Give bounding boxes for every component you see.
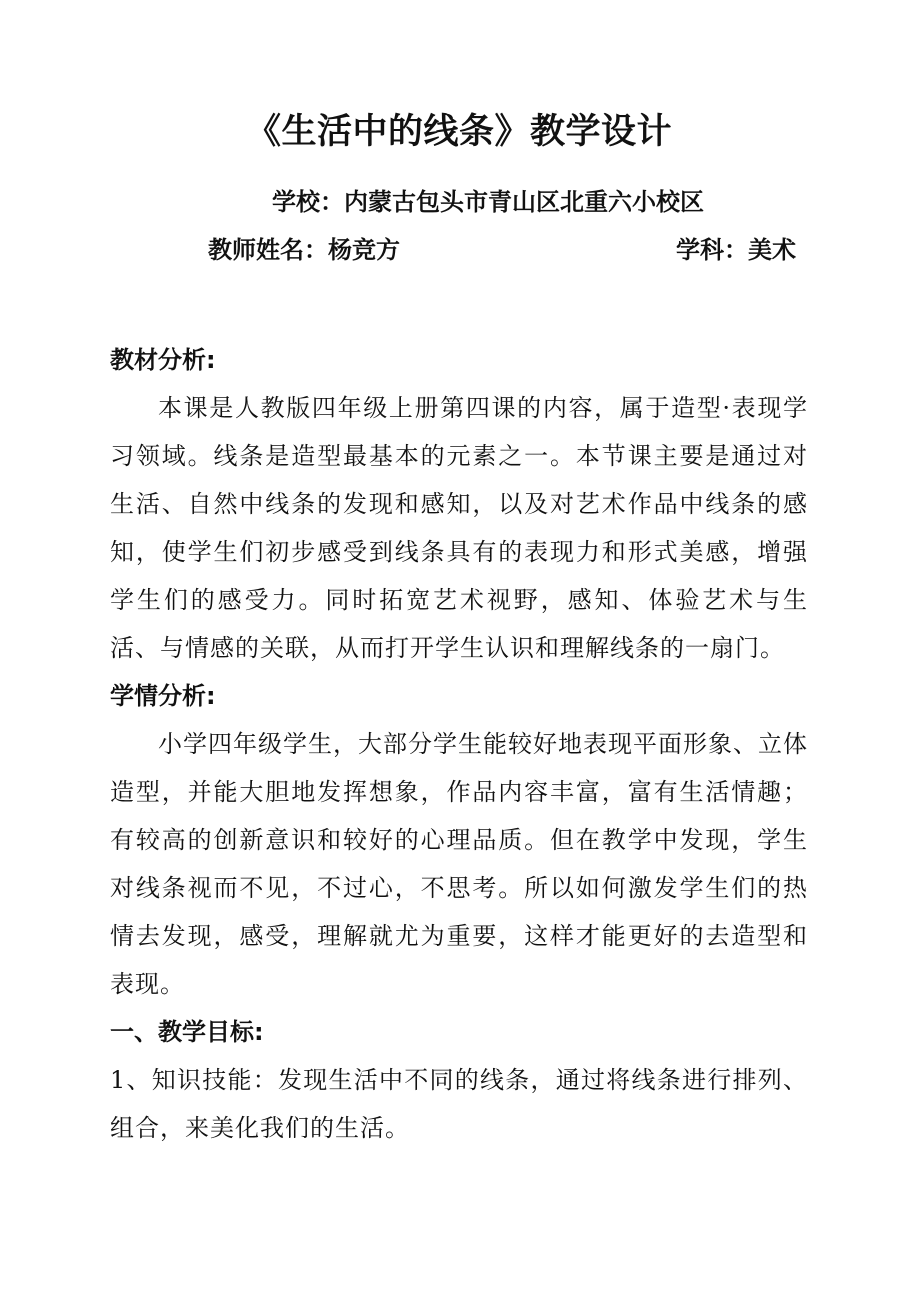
teacher-subject-line	[110, 232, 808, 268]
school-info: 学校：内蒙古包头市青山区北重六小校区	[272, 188, 704, 216]
knowledge-skill-goal: 1、知识技能：发现生活中不同的线条，通过将线条进行排列、组合，来美化我们的生活。	[110, 1066, 808, 1142]
subject-name: 学科：美术	[676, 236, 796, 264]
student-analysis-heading: 学情分析:	[110, 682, 216, 710]
teaching-goals-heading: 一、教学目标:	[110, 1018, 264, 1046]
document-title: 《生活中的线条》教学设计	[245, 112, 672, 152]
student-analysis-paragraph: 小学四年级学生，大部分学生能较好地表现平面形象、立体造型，并能大胆地发挥想象，作品内容丰富，富有生活情趣；有较高的创新意识和较好的心理品质。但在教学中发现，学生对线条视而不见，不过心，不思考。所以如何激发学生们的热情去发现，感受，理解就尤为重要，这样才能更好的去造型和表现。	[110, 730, 808, 998]
textbook-analysis-heading: 教材分析:	[110, 346, 216, 374]
teacher-name: 教师姓名：杨竞方	[208, 236, 400, 264]
textbook-analysis-paragraph: 本课是人教版四年级上册第四课的内容，属于造型·表现学习领域。线条是造型最基本的元素之一。本节课主要是通过对生活、自然中线条的发现和感知，以及对艺术作品中线条的感知，使学生们初步感受到线条具有的表现力和形式美感，增强学生们的感受力。同时拓宽艺术视野，感知、体验艺术与生活、与情感的关联，从而打开学生认识和理解线条的一扇门。	[110, 394, 808, 662]
